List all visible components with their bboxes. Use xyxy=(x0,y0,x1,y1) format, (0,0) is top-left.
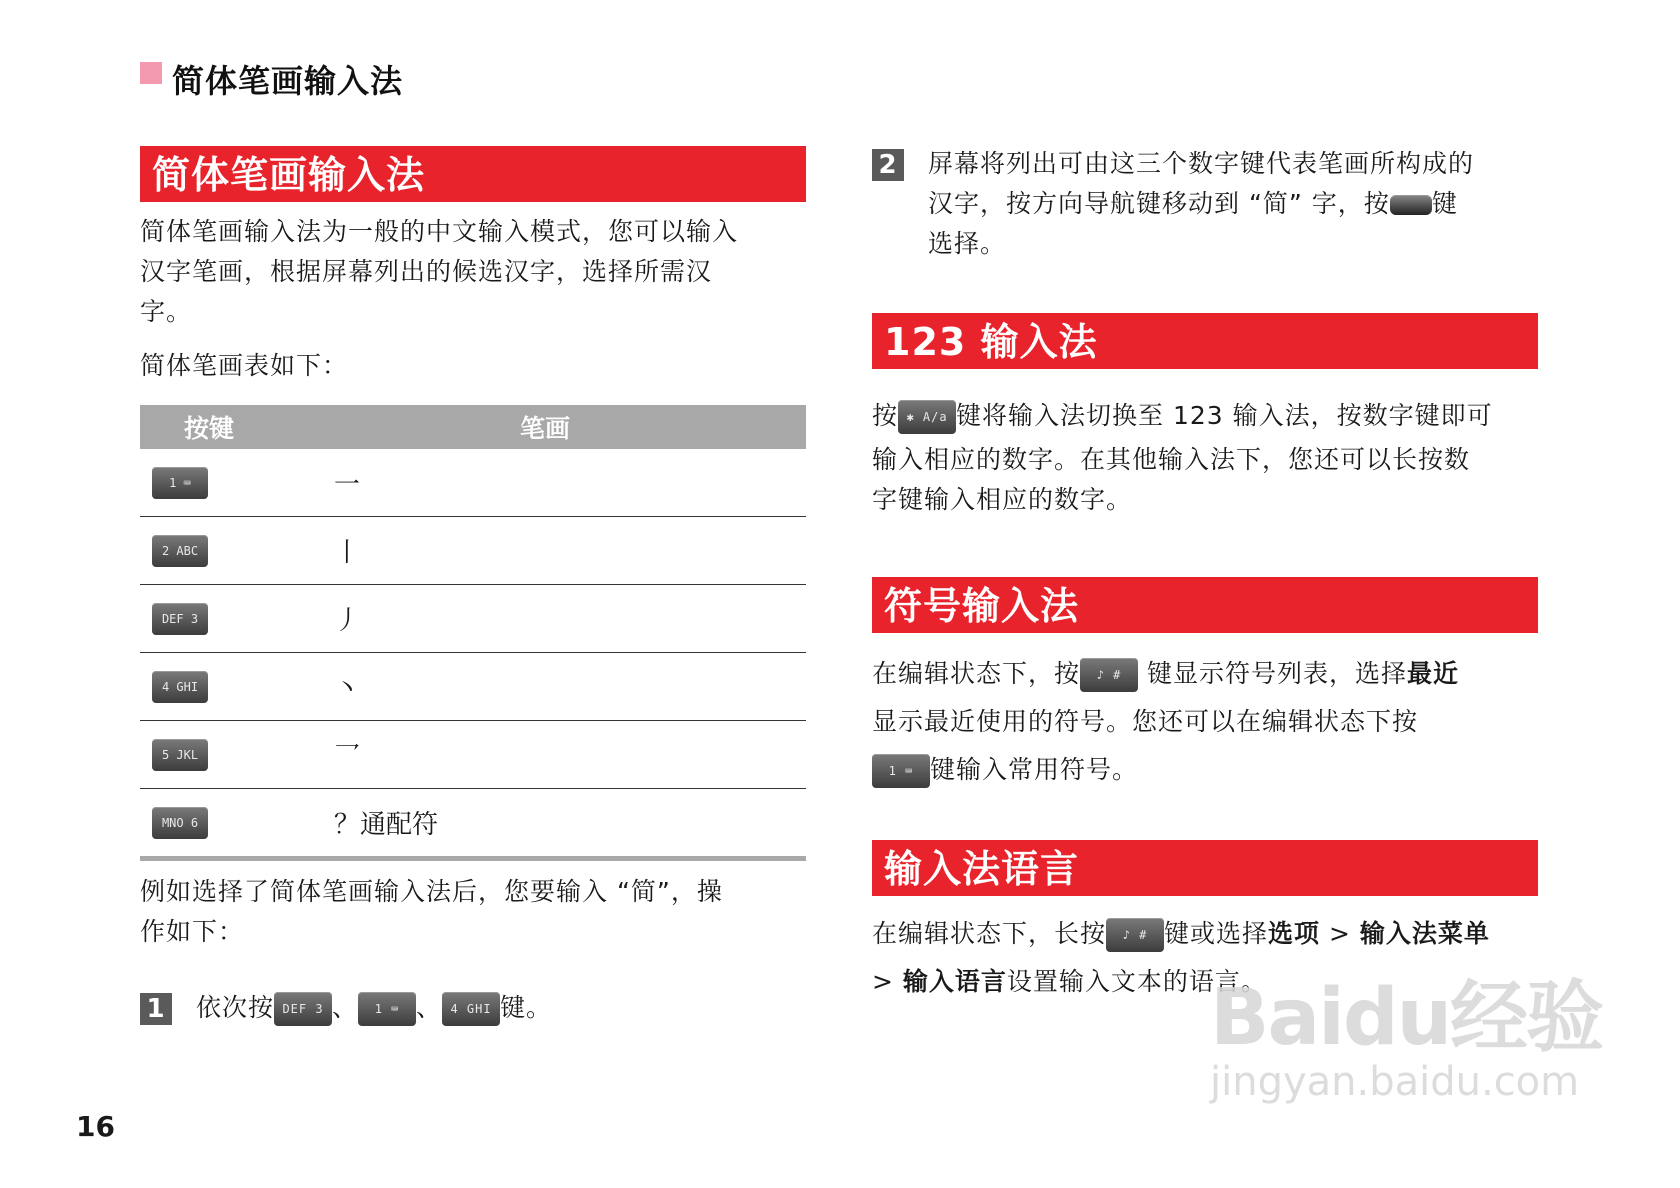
key-4-icon: 4 GHI xyxy=(152,671,208,703)
key-3-icon: DEF 3 xyxy=(274,992,332,1026)
table-header-row xyxy=(140,405,806,449)
example-line: 作如下： xyxy=(140,917,245,946)
section-title-symbol-input: 符号输入法 xyxy=(872,577,1538,633)
s4-bold: 选项 xyxy=(1268,919,1321,948)
s4-text: > xyxy=(1320,919,1360,948)
step-1-prefix: 依次按 xyxy=(196,993,275,1022)
intro-line: 字。 xyxy=(140,297,193,326)
s4-text: 在编辑状态下，长按 xyxy=(872,919,1107,948)
step-number: 2 xyxy=(872,149,904,181)
baidu-watermark xyxy=(1210,955,1602,1105)
separator: 、 xyxy=(416,993,443,1022)
step-2-line: 键 xyxy=(1431,189,1458,218)
s2-text: 按 xyxy=(872,401,899,430)
s4-bold: 输入语言 xyxy=(902,967,1007,996)
section2-text xyxy=(872,392,1552,520)
s2-text: 键将输入法切换至 123 输入法，按数字键即可 xyxy=(956,401,1493,430)
s2-line: 字键输入相应的数字。 xyxy=(872,485,1133,514)
stroke-table xyxy=(140,405,806,861)
key-1-icon: 1 ⌨ xyxy=(872,754,930,788)
s4-text: > xyxy=(872,967,903,996)
s4-text: 键或选择 xyxy=(1164,919,1269,948)
section-title-input-language: 输入法语言 xyxy=(872,840,1538,896)
stroke-cell: ？通配符 xyxy=(334,810,439,840)
key-6-icon: MNO 6 xyxy=(152,807,208,839)
s4-text: 设置输入文本的语言。 xyxy=(1006,967,1267,996)
step-1 xyxy=(140,988,552,1028)
table-row xyxy=(140,653,806,721)
step-2-line: 屏幕将列出可由这三个数字键代表笔画所构成的 xyxy=(928,149,1475,178)
hash-key-icon: ♪ # xyxy=(1080,658,1138,692)
stroke-cell: 丨 xyxy=(334,538,361,568)
page-number: 16 xyxy=(76,1110,115,1143)
s4-bold: 输入法菜单 xyxy=(1359,919,1490,948)
header-marker xyxy=(140,62,162,84)
s3-line: 显示最近使用的符号。您还可以在编辑状态下按 xyxy=(872,707,1419,736)
key-4-icon: 4 GHI xyxy=(442,992,500,1026)
stroke-cell: 一 xyxy=(334,470,361,500)
table-row xyxy=(140,449,806,517)
key-1-icon: 1 ⌨ xyxy=(358,992,416,1026)
step-1-suffix: 键。 xyxy=(500,993,553,1022)
table-row xyxy=(140,721,806,789)
page-header-title: 简体笔画输入法 xyxy=(172,62,404,100)
key-5-icon: 5 JKL xyxy=(152,739,208,771)
ok-key-icon xyxy=(1390,195,1432,215)
key-3-icon: DEF 3 xyxy=(152,603,208,635)
col-header-key: 按键 xyxy=(140,405,334,449)
table-intro: 简体笔画表如下： xyxy=(140,351,349,380)
watermark-logo: Baidu经验 xyxy=(1210,973,1603,1063)
example-text xyxy=(140,872,820,952)
intro-line: 简体笔画输入法为一般的中文输入模式，您可以输入 xyxy=(140,217,739,246)
separator: 、 xyxy=(332,993,359,1022)
step-2 xyxy=(872,144,1552,264)
s3-text: 键显示符号列表，选择 xyxy=(1146,659,1407,688)
table-row xyxy=(140,517,806,585)
example-line: 例如选择了简体笔画输入法后，您要输入 “简”，操 xyxy=(140,877,723,906)
section-title-stroke-input: 简体笔画输入法 xyxy=(140,146,806,202)
section1-intro xyxy=(140,212,820,332)
section-title-123-input: 123 输入法 xyxy=(872,313,1538,369)
step-number: 1 xyxy=(140,993,172,1025)
star-key-icon: ✱ A/a xyxy=(898,400,956,434)
step-2-line: 汉字，按方向导航键移动到 “简” 字，按 xyxy=(928,189,1390,218)
s3-text: 键输入常用符号。 xyxy=(930,755,1139,784)
s2-line: 输入相应的数字。在其他输入法下，您还可以长按数 xyxy=(872,445,1471,474)
s3-text: 在编辑状态下，按 xyxy=(872,659,1081,688)
col-header-stroke: 笔画 xyxy=(334,405,806,449)
watermark-url: jingyan.baidu.com xyxy=(1210,1059,1580,1105)
section3-text xyxy=(872,650,1552,794)
s3-bold: 最近 xyxy=(1406,659,1459,688)
hash-key-icon: ♪ # xyxy=(1106,918,1164,952)
step-2-line: 选择。 xyxy=(928,229,1007,258)
stroke-cell: 乛 xyxy=(334,742,361,772)
key-1-icon: 1 ⌨ xyxy=(152,467,208,499)
table-row xyxy=(140,585,806,653)
key-2-icon: 2 ABC xyxy=(152,535,208,567)
stroke-cell: 丿 xyxy=(334,606,361,636)
stroke-cell: 丶 xyxy=(334,674,361,704)
table-row xyxy=(140,789,806,859)
intro-line: 汉字笔画，根据屏幕列出的候选汉字，选择所需汉 xyxy=(140,257,713,286)
